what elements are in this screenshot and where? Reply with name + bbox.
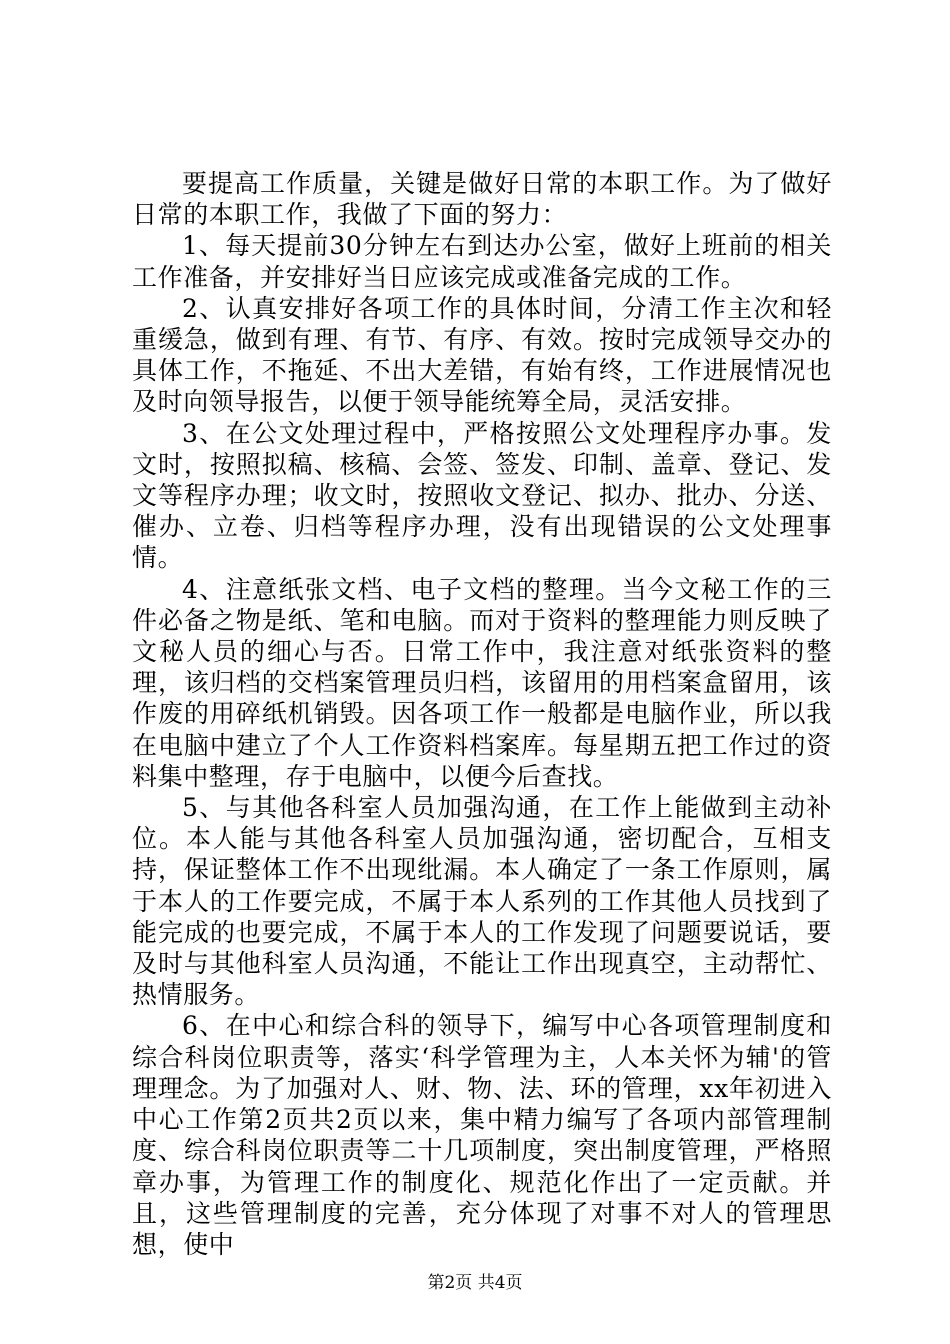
paragraph-item-2: 2、认真安排好各项工作的具体时间，分清工作主次和轻重缓急，做到有理、有节、有序、有效。按时完成领导交办的具体工作，不拖延、不出大差错，有始有终，工作进展情况也及时向领导报告，以便于领导能统筹全局，灵活安排。 [132, 293, 832, 417]
document-body [132, 168, 832, 1260]
paragraph-item-4: 4、注意纸张文档、电子文档的整理。当今文秘工作的三件必备之物是纸、笔和电脑。而对于资料的整理能力则反映了文秘人员的细心与否。日常工作中，我注意对纸张资料的整理，该归档的交档案管理员归档，该留用的用档案盒留用，该作废的用碎纸机销毁。因各项工作一般都是电脑作业，所以我在电脑中建立了个人工作资料档案库。每星期五把工作过的资料集中整理，存于电脑中，以便今后查找。 [132, 574, 832, 791]
paragraph-item-1: 1、每天提前30分钟左右到达办公室，做好上班前的相关工作准备，并安排好当日应该完成或准备完成的工作。 [132, 231, 832, 292]
paragraph-item-6: 6、在中心和综合科的领导下，编写中心各项管理制度和综合科岗位职责等，落实‘科学管理为主，人本关怀为辅'的管理理念。为了加强对人、财、物、法、环的管理，xx年初进入中心工作第2页共2页以来，集中精力编写了各项内部管理制度、综合科岗位职责等二十几项制度，突出制度管理，严格照章办事，为管理工作的制度化、规范化作出了一定贡献。并且，这些管理制度的完善，充分体现了对事不对人的管理思想，使中 [132, 1011, 832, 1259]
page-footer: 第2页 共4页 [427, 1273, 523, 1293]
paragraph-item-3: 3、在公文处理过程中，严格按照公文处理程序办事。发文时，按照拟稿、核稿、会签、签发、印制、盖章、登记、发文等程序办理；收文时，按照收文登记、拟办、批办、分送、催办、立卷、归档等程序办理，没有出现错误的公文处理事情。 [132, 418, 832, 573]
paragraph-intro: 要提高工作质量，关键是做好日常的本职工作。为了做好日常的本职工作，我做了下面的努力： [132, 169, 832, 230]
paragraph-item-5: 5、与其他各科室人员加强沟通，在工作上能做到主动补位。本人能与其他各科室人员加强沟通，密切配合，互相支持，保证整体工作不出现纰漏。本人确定了一条工作原则，属于本人的工作要完成，不属于本人系列的工作其他人员找到了能完成的也要完成，不属于本人的工作发现了问题要说话，要及时与其他科室人员沟通，不能让工作出现真空，主动帮忙、热情服务。 [132, 793, 832, 1010]
